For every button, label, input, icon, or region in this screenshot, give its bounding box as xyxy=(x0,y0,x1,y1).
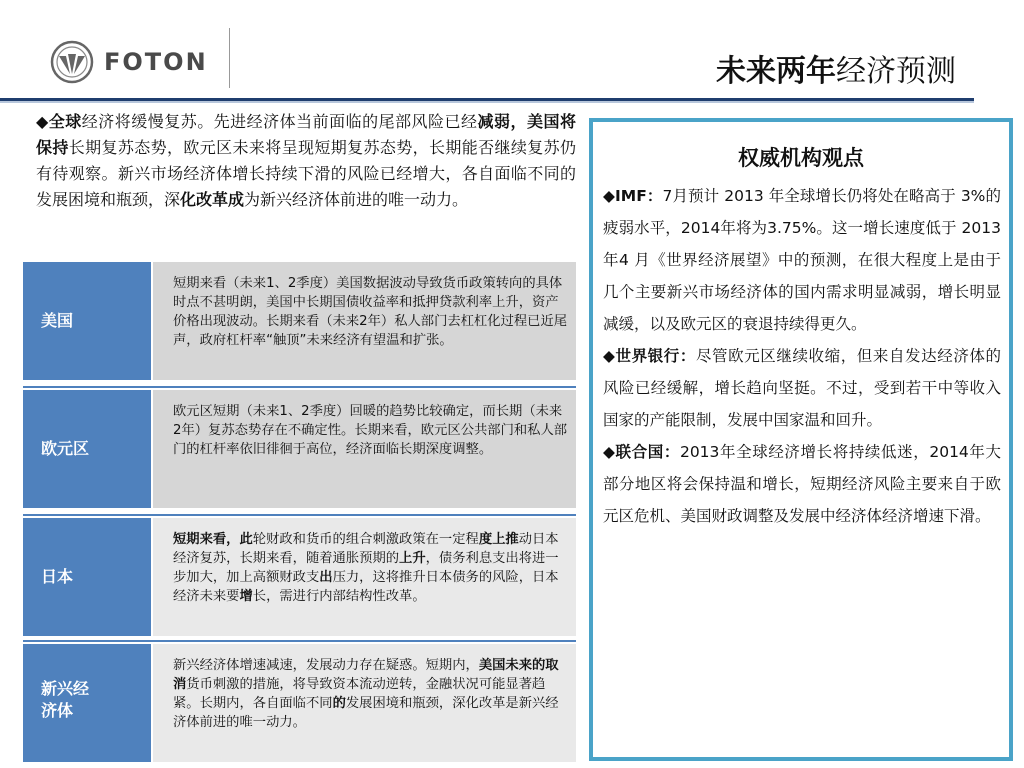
header-divider xyxy=(229,28,230,88)
japan-text-3: ，债务利息支出将进一步加大，加上高额财政支 xyxy=(173,551,559,585)
foton-logo xyxy=(50,38,208,86)
japan-text-5: 长，需进行内部结构性改革。 xyxy=(252,589,426,604)
intro-bold-3: 化改革成 xyxy=(180,190,245,209)
un-label: ◆联合国： xyxy=(603,443,680,461)
region-row-usa xyxy=(23,262,576,380)
japan-text-4: 压力，这将推升日本债务的风险，日本经济未来要 xyxy=(173,570,559,604)
region-label-usa: 美国 xyxy=(23,262,151,380)
japan-bold-2: 度上推 xyxy=(478,532,519,547)
row-separator xyxy=(23,640,576,642)
region-label-eurozone: 欧元区 xyxy=(23,390,151,508)
emerging-text-1: 新兴经济体增速减速，发展动力存在疑惑。短期内， xyxy=(173,658,479,673)
emerging-text-3: 发展困境和瓶颈，深化改革是新兴经济体前进的唯一动力。 xyxy=(173,696,559,730)
intro-text-1: 经济将缓慢复苏。先进经济体当前面临的尾部风险已经 xyxy=(81,112,478,131)
row-separator xyxy=(23,514,576,516)
region-label-emerging xyxy=(23,644,151,762)
authority-body xyxy=(603,180,1001,532)
worldbank-label: ◆世界银行： xyxy=(603,347,696,365)
japan-text-1: 轮财政和货币的组合刺激政策在一定程 xyxy=(252,532,479,547)
emerging-bold-1: 美国未来的取消 xyxy=(173,658,559,692)
japan-bold-3: 上升 xyxy=(399,551,426,566)
intro-text-2: 长期复苏态势，欧元区未来将呈现短期复苏态势，长期能否继续复苏仍有待观察。新兴市场经济体增长持续下滑的风险已经增大，各自面临不同的发展困境和瓶颈，深 xyxy=(36,138,576,209)
page-title-bold: 未来两年 xyxy=(716,54,836,89)
japan-bold-5: 增 xyxy=(239,589,253,604)
region-row-eurozone xyxy=(23,390,576,508)
emerging-label-text: 新兴经济体 xyxy=(41,679,90,720)
region-text-eurozone: 欧元区短期（未来1、2季度）回暖的趋势比较确定，而长期（未来2年）复苏态势存在不确定性。长期来看，欧元区公共部门和私人部门的杠杆率依旧徘徊于高位，经济面临长期深度调整。 xyxy=(153,390,576,508)
intro-paragraph xyxy=(36,109,576,213)
emerging-bold-2: 的 xyxy=(332,696,346,711)
region-text-usa: 短期来看（未来1、2季度）美国数据波动导致货币政策转向的具体时点不甚明朗，美国中长期国债收益率和抵押贷款利率上升，资产价格出现波动。长期来看（未来2年）私人部门去杠杠化过程已近尾声，政府杠杆率“触顶”未来经济有望温和扩张。 xyxy=(153,262,576,380)
row-separator xyxy=(23,386,576,388)
region-text-emerging xyxy=(153,644,576,762)
region-row-japan xyxy=(23,518,576,636)
intro-bold-1: 全球 xyxy=(48,112,82,131)
region-text-japan xyxy=(153,518,576,636)
region-row-emerging xyxy=(23,644,576,762)
un-text: 2013年全球经济增长将持续低迷，2014年大部分地区将会保持温和增长，短期经济风险主要来自于欧元区危机、美国财政调整及发展中经济体经济增速下滑。 xyxy=(603,443,1002,525)
intro-bold-2: 减弱，美国将保持 xyxy=(36,112,576,157)
japan-bold-4: 出 xyxy=(319,570,333,585)
intro-bullet: ◆ xyxy=(36,112,49,131)
logo-text: FOTON xyxy=(104,48,208,76)
worldbank-text: 尽管欧元区继续收缩，但来自发达经济体的风险已经缓解，增长趋向坚挺。不过，受到若干中等收入国家的产能限制，发展中国家温和回升。 xyxy=(603,347,1001,429)
japan-text-2: 动日本经济复苏，长期来看，随着通胀预期的 xyxy=(173,532,559,566)
intro-text-3: 为新兴经济体前进的唯一动力。 xyxy=(244,190,469,209)
title-rule-shadow xyxy=(0,101,974,103)
japan-bold-1: 短期来看，此 xyxy=(173,532,253,547)
page-title-rest: 经济预测 xyxy=(836,54,956,89)
region-label-japan: 日本 xyxy=(23,518,151,636)
authority-box xyxy=(589,118,1013,761)
imf-text: 7月预计 2013 年全球增长仍将处在略高于 3%的疲弱水平，2014年将为3.75%。这一增长速度低于 2013 年4 月《世界经济展望》中的预测，在很大程度上是由于几个主要新兴市场经济体的国内需求明显减弱，增长明显减缓，以及欧元区的衰退持续得更久。 xyxy=(603,187,1001,333)
authority-title: 权威机构观点 xyxy=(738,146,864,170)
page-title xyxy=(716,46,956,90)
imf-label: ◆IMF： xyxy=(603,187,663,205)
foton-emblem-icon xyxy=(50,40,94,84)
emerging-text-2: 货币刺激的措施，将导致资本流动逆转，金融状况可能显著趋紧。长期内，各自面临不同 xyxy=(173,677,546,711)
